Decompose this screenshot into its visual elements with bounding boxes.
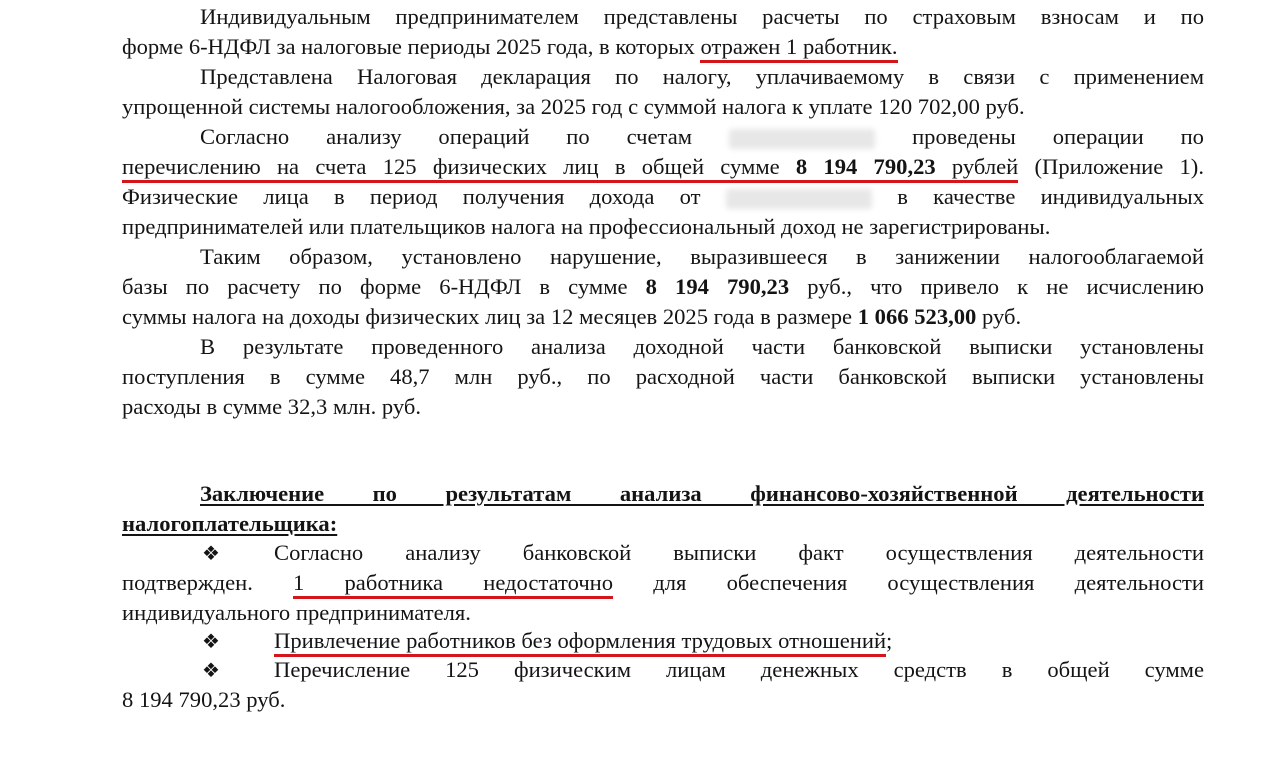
para3-text2b: рублей xyxy=(935,154,1019,179)
para3-text1b: проведены операции по xyxy=(875,124,1204,149)
para1-line1 xyxy=(200,2,1204,32)
para4-text2a: базы по расчету по форме 6-НДФЛ в сумме xyxy=(122,274,646,299)
para1-text2: форме 6-НДФЛ за налоговые периоды 2025 года, в которых xyxy=(122,34,701,59)
conclusion-heading-line2 xyxy=(122,509,1204,539)
item2-line1 xyxy=(274,626,1204,656)
para3-text2c: (Приложение 1). xyxy=(1018,154,1204,179)
highlight-one-employee: отражен 1 работник. xyxy=(700,34,897,63)
item3-line2 xyxy=(122,685,1204,715)
para2-text1: Представлена Налоговая декларация по налогу, уплачиваемому в связи с применением xyxy=(200,64,1204,89)
para4-line3 xyxy=(122,302,1204,332)
para4-text1: Таким образом, установлено нарушение, выразившееся в занижении налогооблагаемой xyxy=(200,244,1204,269)
conclusion-heading-text1: Заключение по результатам анализа финансово-хозяйственной деятельности xyxy=(200,481,1204,506)
para5-text2: поступления в сумме 48,7 млн руб., по расходной части банковской выписки установлены xyxy=(122,364,1204,389)
para1-text1: Индивидуальным предпринимателем представлены расчеты по страховым взносам и по xyxy=(200,4,1204,29)
redacted-name-2 xyxy=(726,189,872,209)
transfer-amount: 8 194 790,23 xyxy=(795,154,936,179)
para5-line1 xyxy=(200,332,1204,362)
tax-base-amount: 8 194 790,23 xyxy=(645,274,790,299)
para2-text2: упрощенной системы налогообложения, за 2025 год с суммой налога к уплате 120 702,00 руб. xyxy=(122,94,1025,119)
bullet-diamond-icon: ❖ xyxy=(202,629,220,653)
bullet-diamond-icon: ❖ xyxy=(202,541,220,565)
para3-text1a: Согласно анализу операций по счетам xyxy=(200,124,729,149)
item2-tail: ; xyxy=(886,628,893,653)
para2-line2 xyxy=(122,92,1204,122)
para3-line4 xyxy=(122,212,1204,242)
para4-line2 xyxy=(122,272,1204,302)
item3-text2: 8 194 790,23 руб. xyxy=(122,687,286,712)
para4-line1 xyxy=(200,242,1204,272)
highlight-no-contracts: Привлечение работников без оформления трудовых отношений xyxy=(274,628,886,657)
item1-text1: Согласно анализу банковской выписки факт осуществления деятельности xyxy=(274,540,1204,565)
item3-line1 xyxy=(274,655,1204,685)
tax-amount: 1 066 523,00 xyxy=(857,304,977,329)
item1-text3: индивидуального предпринимателя. xyxy=(122,600,471,625)
item3-text1: Перечисление 125 физическим лицам денежных средств в общей сумме xyxy=(274,657,1204,682)
conclusion-heading-line1 xyxy=(200,479,1204,509)
para3-line2 xyxy=(122,152,1204,182)
redacted-name-1 xyxy=(729,129,875,149)
para3-text3a: Физические лица в период получения дохода от xyxy=(122,184,726,209)
item1-line3 xyxy=(122,598,1204,628)
item1-line2 xyxy=(122,568,1204,598)
conclusion-heading-text2: налогоплательщика: xyxy=(122,511,338,536)
item1-text2c: для обеспечения осуществления деятельности xyxy=(613,570,1204,595)
para4-text3a: суммы налога на доходы физических лиц за 12 месяцев 2025 года в размере xyxy=(122,304,858,329)
para3-text2a: перечислению на счета 125 физических лиц в общей сумме xyxy=(122,154,796,179)
para2-line1 xyxy=(200,62,1204,92)
item1-line1 xyxy=(274,538,1204,568)
para4-text3b: руб. xyxy=(976,304,1022,329)
item1-text2a: подтвержден. xyxy=(122,570,294,595)
highlight-insufficient: 1 работника недостаточно xyxy=(293,570,613,599)
para5-text1: В результате проведенного анализа доходной части банковской выписки установлены xyxy=(200,334,1204,359)
para3-line1 xyxy=(200,122,1204,152)
para1-line2 xyxy=(122,32,1204,62)
para4-text2b: руб., что привело к не исчислению xyxy=(789,274,1204,299)
bullet-diamond-icon: ❖ xyxy=(202,658,220,682)
para5-line3 xyxy=(122,392,1204,422)
para5-line2 xyxy=(122,362,1204,392)
para3-line3 xyxy=(122,182,1204,212)
para3-text3b: в качестве индивидуальных xyxy=(872,184,1204,209)
para3-text4: предпринимателей или плательщиков налога на профессиональный доход не зарегистрированы. xyxy=(122,214,1051,239)
highlight-transfers xyxy=(122,154,1018,183)
para5-text3: расходы в сумме 32,3 млн. руб. xyxy=(122,394,422,419)
